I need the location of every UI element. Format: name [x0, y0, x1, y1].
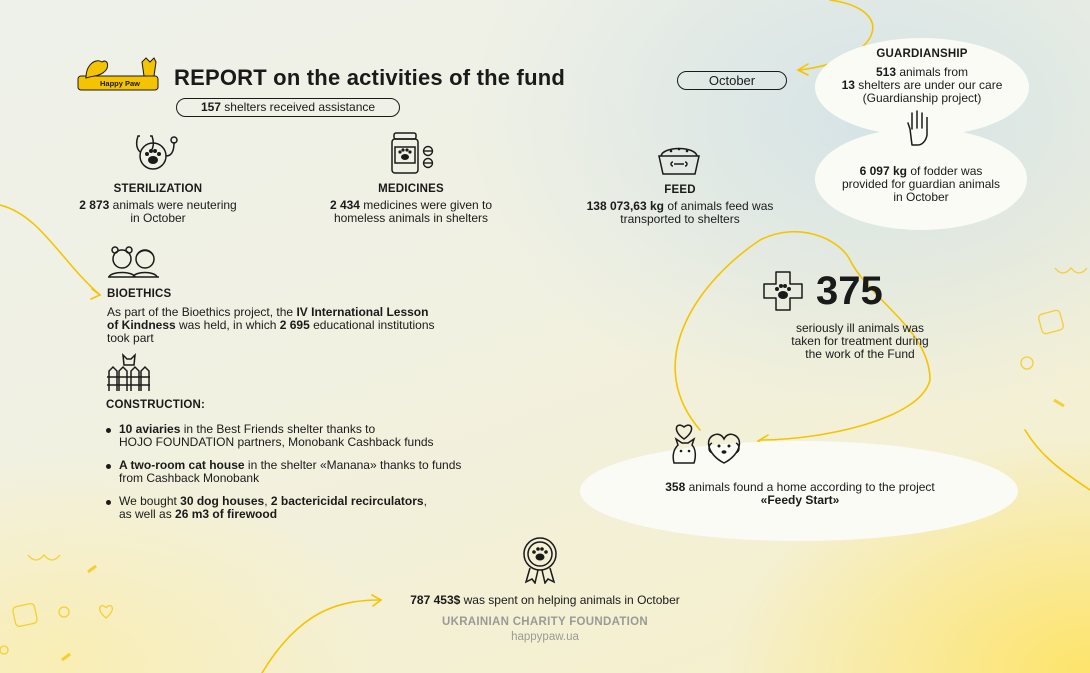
spent-block: [360, 594, 730, 607]
hand-icon: [904, 109, 934, 147]
guardianship-line1: 513 animals from: [875, 65, 969, 79]
sterilization-line2: in October: [130, 211, 186, 225]
bioethics-line2: of Kindness was held, in which 2 695 educational institutions: [107, 318, 435, 332]
stethoscope-paw-icon: [134, 132, 180, 174]
medical-cross-paw-icon: [761, 269, 805, 313]
medicines-heading: MEDICINES: [378, 183, 444, 195]
paw-award-icon: [518, 536, 562, 584]
medicines-line1: 2 434 medicines were given to: [329, 198, 493, 212]
treatment-line2: taken for treatment during: [791, 334, 929, 348]
guardianship-block: [815, 48, 1029, 105]
page-title: REPORT on the activities of the fund: [174, 65, 565, 90]
feed-line1: 138 073,63 kg of animals feed was: [586, 199, 774, 213]
sterilization-line1: 2 873 animals were neutering: [79, 198, 237, 212]
sterilization-block: [58, 183, 258, 225]
logo-dog-cat-icon: [76, 52, 164, 96]
guardianship-line3: (Guardianship project): [862, 91, 982, 105]
fodder-line3: in October: [893, 190, 949, 204]
bioethics-line1: As part of the Bioethics project, the IV International Lesson: [107, 305, 429, 319]
feed-heading: FEED: [664, 184, 696, 196]
logo[interactable]: [76, 52, 164, 96]
guardianship-heading: GUARDIANSHIP: [876, 48, 968, 60]
footer-org: UKRAINIAN CHARITY FOUNDATION: [441, 616, 649, 628]
construction-heading: CONSTRUCTION:: [106, 399, 206, 411]
home-project: «Feedy Start»: [760, 493, 840, 507]
medicine-jar-icon: [389, 131, 435, 175]
logo-text: Happy Paw: [100, 79, 141, 88]
bioethics-heading: BIOETHICS: [107, 288, 172, 300]
home-line1: 358 animals found a home according to the project: [665, 480, 935, 494]
medicines-block: [306, 183, 516, 225]
fodder-line1: 6 097 kg of fodder was: [859, 164, 983, 178]
treatment-line1: seriously ill animals was: [795, 321, 925, 335]
heart-cat-dog-icon: [668, 419, 746, 467]
guardianship-line2: 13 shelters are under our care: [841, 78, 1003, 92]
sterilization-heading: STERILIZATION: [113, 183, 203, 195]
medicines-line2: homeless animals in shelters: [333, 211, 489, 225]
fodder-line2: provided for guardian animals: [841, 177, 1001, 191]
bioethics-block: [107, 288, 507, 345]
home-block: [600, 481, 1000, 507]
shelters-number: 157: [200, 100, 221, 114]
cat-fence-icon: [106, 351, 150, 393]
children-icon: [107, 245, 161, 279]
construction-item: We bought 30 dog houses, 2 bactericidal recirculators, as well as 26 m3 of firewood: [106, 495, 536, 521]
construction-item: 10 aviaries in the Best Friends shelter thanks to HOJO FOUNDATION partners, Monobank Cashback funds: [106, 423, 536, 449]
treatment-number: 375: [816, 269, 883, 313]
construction-block: [106, 399, 536, 531]
construction-item: A two-room cat house in the shelter «Manana» thanks to funds from Cashback Monobank: [106, 459, 536, 485]
footer-site[interactable]: happypaw.ua: [511, 631, 579, 643]
food-bowl-icon: [657, 142, 701, 178]
spent-line: 787 453$ was spent on helping animals in October: [410, 593, 680, 607]
footer: [400, 616, 690, 643]
feed-line2: transported to shelters: [620, 212, 740, 226]
construction-list: [106, 423, 536, 521]
pill-icon: [424, 147, 433, 168]
shelters-text: shelters received assistance: [220, 100, 376, 114]
shelters-badge: [176, 98, 400, 117]
treatment-line3: the work of the Fund: [805, 347, 915, 361]
treatment-block: [762, 322, 958, 361]
month-badge: October: [677, 71, 787, 90]
bioethics-line3: took part: [107, 331, 154, 345]
fodder-block: [815, 165, 1027, 204]
feed-block: [560, 184, 800, 226]
